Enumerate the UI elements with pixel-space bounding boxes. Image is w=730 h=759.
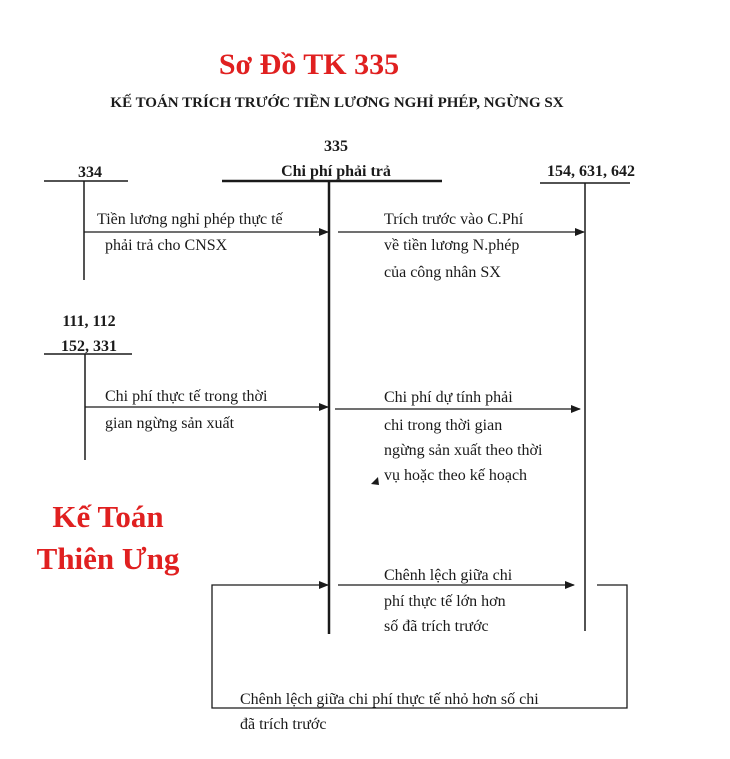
account-111-label-line2: 152, 331 xyxy=(61,338,117,355)
entry-6-line2: đã trích trước xyxy=(240,716,327,733)
page-subtitle: KẾ TOÁN TRÍCH TRƯỚC TIỀN LƯƠNG NGHỈ PHÉP, NGỪNG SX xyxy=(110,95,564,111)
brand-line1: Kế Toán xyxy=(52,499,164,534)
account-154-label: 154, 631, 642 xyxy=(547,163,635,180)
entry-5-line2: phí thực tế lớn hơn xyxy=(384,593,506,610)
entry-4-line3: ngừng sản xuất theo thời xyxy=(384,442,543,459)
entry-5-line3: số đã trích trước xyxy=(384,618,489,635)
entry-2-line3: của công nhân SX xyxy=(384,264,501,281)
entry-4-line4: vụ hoặc theo kế hoạch xyxy=(384,467,528,484)
entry-1-line1: Tiền lương nghỉ phép thực tế xyxy=(97,211,283,228)
account-334-label: 334 xyxy=(78,164,102,181)
account-335-name: Chi phí phải trả xyxy=(281,163,391,180)
entry-6-line1: Chênh lệch giữa chi phí thực tế nhỏ hơn số chi xyxy=(240,691,539,708)
brand-line2: Thiên Ưng xyxy=(36,541,180,576)
account-335-code: 335 xyxy=(324,138,348,155)
entry-3-line1: Chi phí thực tế trong thời xyxy=(105,388,268,405)
entry-1-line2: phải trả cho CNSX xyxy=(105,237,228,254)
entry-4-line2: chi trong thời gian xyxy=(384,417,503,434)
entry-2-line1: Trích trước vào C.Phí xyxy=(384,211,524,228)
page-title: Sơ Đồ TK 335 xyxy=(218,48,400,81)
entry-3-line2: gian ngừng sản xuất xyxy=(105,415,235,432)
account-111-label-line1: 111, 112 xyxy=(62,313,116,330)
entry-4-line1: Chi phí dự tính phải xyxy=(384,389,513,406)
small-triangle-mark xyxy=(371,477,379,485)
entry-2-line2: về tiền lương N.phép xyxy=(384,237,520,254)
entry-5-line1: Chênh lệch giữa chi xyxy=(384,567,513,584)
